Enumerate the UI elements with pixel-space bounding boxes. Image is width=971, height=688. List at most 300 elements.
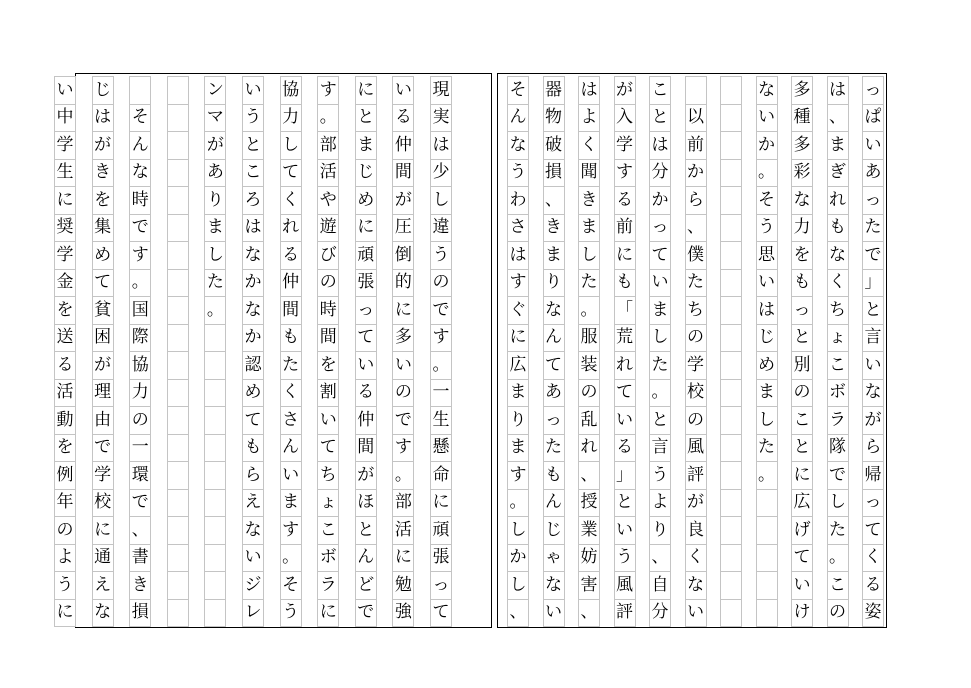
grid-cell: 。: [280, 544, 302, 573]
grid-cell: い: [614, 406, 636, 435]
grid-cell: 隊: [827, 434, 849, 463]
grid-cell: と: [355, 516, 377, 545]
grid-cell: ち: [317, 461, 339, 490]
grid-cell: を: [54, 434, 76, 463]
grid-cell: あ: [543, 379, 565, 408]
grid-cell: う: [649, 461, 671, 490]
grid-cell: 分: [649, 599, 671, 628]
grid-cell: り: [507, 406, 529, 435]
grid-cell: る: [614, 186, 636, 215]
grid-cell: [720, 159, 742, 188]
grid-cell: た: [685, 269, 707, 298]
grid-cell: 評: [685, 461, 707, 490]
grid-cell: ま: [280, 489, 302, 518]
grid-cell: は: [578, 76, 600, 105]
grid-cell: 。: [756, 159, 778, 188]
grid-cell: 、: [649, 544, 671, 573]
grid-cell: も: [827, 214, 849, 243]
grid-cell: た: [649, 351, 671, 380]
grid-cell: 頑: [430, 516, 452, 545]
grid-cell: い: [392, 76, 414, 105]
grid-cell: え: [242, 489, 264, 518]
grid-cell: 、: [543, 186, 565, 215]
grid-cell: [685, 76, 707, 105]
grid-cell: の: [685, 406, 707, 435]
grid-cell: め: [355, 186, 377, 215]
grid-cell: ま: [507, 434, 529, 463]
grid-cell: く: [685, 544, 707, 573]
grid-cell: 自: [649, 571, 671, 600]
grid-cell: が: [92, 131, 114, 160]
grid-cell: い: [614, 516, 636, 545]
grid-cell: こ: [791, 406, 813, 435]
grid-cell: い: [355, 351, 377, 380]
grid-cell: る: [614, 434, 636, 463]
grid-cell: り: [543, 269, 565, 298]
grid-cell: に: [355, 214, 377, 243]
grid-cell: 聞: [578, 159, 600, 188]
grid-cell: る: [280, 241, 302, 270]
grid-cell: 圧: [392, 214, 414, 243]
grid-cell: で: [392, 406, 414, 435]
grid-cell: も: [242, 434, 264, 463]
grid-cell: と: [649, 104, 671, 133]
grid-cell: [204, 544, 226, 573]
grid-cell: [167, 214, 189, 243]
grid-cell: っ: [862, 186, 884, 215]
grid-cell: [204, 434, 226, 463]
grid-cell: く: [862, 544, 884, 573]
grid-cell: 間: [317, 324, 339, 353]
grid-cell: [167, 434, 189, 463]
grid-cell: [167, 269, 189, 298]
grid-cell: 、: [578, 599, 600, 628]
grid-cell: 風: [685, 434, 707, 463]
grid-cell: 命: [430, 461, 452, 490]
grid-cell: 貧: [92, 296, 114, 325]
grid-cell: 前: [614, 214, 636, 243]
grid-cell: れ: [578, 434, 600, 463]
grid-cell: う: [614, 544, 636, 573]
grid-cell: し: [827, 489, 849, 518]
grid-cell: め: [242, 379, 264, 408]
grid-cell: な: [862, 379, 884, 408]
grid-cell: な: [827, 241, 849, 270]
grid-cell: 仲: [392, 131, 414, 160]
grid-cell: す: [129, 241, 151, 270]
grid-cell: い: [392, 351, 414, 380]
grid-cell: な: [543, 296, 565, 325]
grid-cell: い: [242, 544, 264, 573]
grid-cell: [720, 379, 742, 408]
grid-cell: じ: [756, 324, 778, 353]
grid-cell: ラ: [317, 571, 339, 600]
grid-cell: ジ: [242, 571, 264, 600]
grid-cell: 送: [54, 324, 76, 353]
grid-cell: に: [392, 544, 414, 573]
grid-cell: し: [507, 516, 529, 545]
grid-cell: 良: [685, 516, 707, 545]
grid-cell: 荒: [614, 324, 636, 353]
grid-cell: 部: [392, 489, 414, 518]
grid-cell: ほ: [355, 489, 377, 518]
grid-cell: そ: [756, 186, 778, 215]
grid-cell: [720, 489, 742, 518]
grid-cell: か: [685, 159, 707, 188]
grid-cell: の: [392, 379, 414, 408]
grid-cell: で: [129, 489, 151, 518]
grid-cell: い: [862, 131, 884, 160]
grid-cell: た: [578, 269, 600, 298]
grid-cell: よ: [578, 104, 600, 133]
grid-cell: じ: [543, 516, 565, 545]
grid-cell: は: [827, 76, 849, 105]
grid-cell: 。: [827, 544, 849, 573]
grid-cell: 、: [507, 599, 529, 628]
grid-cell: 損: [129, 599, 151, 628]
grid-cell: っ: [430, 571, 452, 600]
grid-cell: [720, 131, 742, 160]
grid-cell: 」: [862, 269, 884, 298]
grid-cell: ぱ: [862, 104, 884, 133]
grid-cell: 理: [92, 379, 114, 408]
grid-cell: く: [578, 131, 600, 160]
grid-cell: ょ: [317, 489, 339, 518]
grid-cell: 学: [54, 241, 76, 270]
grid-cell: 損: [543, 159, 565, 188]
grid-cell: す: [507, 461, 529, 490]
grid-cell: 学: [54, 131, 76, 160]
grid-cell: に: [430, 489, 452, 518]
grid-cell: が: [862, 406, 884, 435]
grid-cell: 言: [862, 324, 884, 353]
grid-cell: 張: [355, 269, 377, 298]
grid-cell: ま: [578, 214, 600, 243]
grid-cell: 間: [392, 159, 414, 188]
grid-cell: 力: [280, 104, 302, 133]
grid-cell: れ: [827, 186, 849, 215]
grid-cell: [720, 186, 742, 215]
grid-cell: ど: [355, 571, 377, 600]
grid-cell: [129, 76, 151, 105]
grid-cell: な: [791, 186, 813, 215]
grid-cell: 環: [129, 461, 151, 490]
grid-cell: の: [430, 269, 452, 298]
grid-cell: て: [791, 544, 813, 573]
grid-cell: 姿: [862, 599, 884, 628]
grid-cell: 彩: [791, 159, 813, 188]
grid-cell: き: [543, 214, 565, 243]
grid-cell: [167, 241, 189, 270]
grid-cell: 実: [430, 104, 452, 133]
grid-cell: す: [430, 324, 452, 353]
grid-cell: き: [578, 186, 600, 215]
grid-cell: れ: [614, 351, 636, 380]
grid-cell: こ: [827, 571, 849, 600]
grid-cell: し: [649, 324, 671, 353]
grid-cell: [167, 351, 189, 380]
grid-cell: こ: [827, 351, 849, 380]
grid-cell: [756, 571, 778, 600]
grid-cell: 勉: [392, 571, 414, 600]
grid-cell: さ: [280, 406, 302, 435]
grid-cell: を: [54, 296, 76, 325]
grid-cell: り: [204, 186, 226, 215]
grid-cell: 協: [280, 76, 302, 105]
grid-cell: く: [280, 186, 302, 215]
grid-cell: 、: [578, 461, 600, 490]
grid-cell: 間: [355, 434, 377, 463]
grid-cell: に: [54, 599, 76, 628]
grid-cell: も: [614, 269, 636, 298]
grid-cell: れ: [280, 214, 302, 243]
grid-cell: に: [92, 516, 114, 545]
grid-cell: た: [204, 269, 226, 298]
grid-cell: わ: [507, 186, 529, 215]
grid-cell: に: [507, 324, 529, 353]
grid-cell: で: [827, 461, 849, 490]
grid-cell: す: [507, 269, 529, 298]
grid-cell: [204, 406, 226, 435]
grid-cell: く: [827, 269, 849, 298]
grid-cell: 校: [685, 379, 707, 408]
grid-cell: [204, 324, 226, 353]
grid-cell: [720, 434, 742, 463]
grid-cell: も: [280, 324, 302, 353]
grid-cell: ま: [507, 379, 529, 408]
grid-cell: 評: [614, 599, 636, 628]
grid-cell: い: [649, 269, 671, 298]
grid-cell: あ: [862, 159, 884, 188]
grid-cell: 破: [543, 131, 565, 160]
grid-cell: な: [129, 159, 151, 188]
grid-cell: [167, 104, 189, 133]
grid-cell: 中: [54, 104, 76, 133]
grid-cell: と: [355, 104, 377, 133]
grid-cell: [167, 131, 189, 160]
grid-cell: ン: [204, 76, 226, 105]
grid-cell: 部: [317, 131, 339, 160]
grid-cell: っ: [649, 214, 671, 243]
grid-cell: 活: [54, 379, 76, 408]
grid-cell: も: [543, 461, 565, 490]
grid-cell: 遊: [317, 214, 339, 243]
grid-cell: 多: [791, 76, 813, 105]
grid-cell: す: [614, 159, 636, 188]
grid-cell: 活: [317, 159, 339, 188]
grid-cell: 業: [578, 516, 600, 545]
grid-cell: ろ: [242, 186, 264, 215]
grid-cell: て: [862, 516, 884, 545]
grid-cell: 前: [685, 131, 707, 160]
grid-cell: ん: [129, 131, 151, 160]
grid-cell: 。: [756, 461, 778, 490]
grid-cell: て: [280, 159, 302, 188]
grid-cell: 別: [791, 351, 813, 380]
grid-cell: 学: [92, 461, 114, 490]
grid-cell: 。: [578, 296, 600, 325]
grid-cell: こ: [317, 516, 339, 545]
grid-cell: [167, 599, 189, 628]
grid-cell: 張: [430, 544, 452, 573]
grid-cell: 力: [791, 214, 813, 243]
grid-cell: ち: [827, 296, 849, 325]
grid-cell: に: [791, 461, 813, 490]
grid-cell: な: [685, 571, 707, 600]
grid-cell: さ: [507, 214, 529, 243]
grid-cell: 学: [614, 131, 636, 160]
grid-cell: 、: [827, 104, 849, 133]
grid-cell: 際: [129, 324, 151, 353]
grid-cell: 害: [578, 571, 600, 600]
grid-cell: 多: [791, 131, 813, 160]
grid-cell: し: [280, 131, 302, 160]
grid-cell: 通: [92, 544, 114, 573]
grid-cell: じ: [92, 76, 114, 105]
grid-cell: [756, 489, 778, 518]
grid-cell: え: [92, 571, 114, 600]
grid-cell: り: [649, 516, 671, 545]
grid-cell: [204, 571, 226, 600]
grid-cell: っ: [791, 296, 813, 325]
grid-cell: [167, 379, 189, 408]
grid-cell: そ: [507, 76, 529, 105]
grid-cell: ま: [204, 214, 226, 243]
grid-cell: 帰: [862, 461, 884, 490]
grid-cell: 思: [756, 241, 778, 270]
grid-cell: な: [507, 131, 529, 160]
grid-cell: は: [756, 296, 778, 325]
grid-cell: 一: [430, 379, 452, 408]
grid-cell: ら: [862, 434, 884, 463]
grid-cell: [204, 461, 226, 490]
grid-cell: ま: [543, 241, 565, 270]
grid-cell: 分: [649, 159, 671, 188]
grid-cell: [167, 76, 189, 105]
grid-cell: を: [92, 186, 114, 215]
grid-cell: っ: [862, 489, 884, 518]
grid-cell: 動: [54, 406, 76, 435]
grid-cell: き: [129, 571, 151, 600]
grid-cell: で: [129, 214, 151, 243]
grid-cell: で: [430, 296, 452, 325]
grid-cell: 器: [543, 76, 565, 105]
grid-cell: 認: [242, 351, 264, 380]
grid-cell: マ: [204, 104, 226, 133]
grid-cell: ボ: [317, 544, 339, 573]
grid-cell: し: [756, 406, 778, 435]
grid-cell: い: [280, 461, 302, 490]
grid-cell: う: [430, 241, 452, 270]
grid-cell: と: [791, 324, 813, 353]
grid-cell: 一: [129, 434, 151, 463]
grid-cell: げ: [791, 516, 813, 545]
grid-cell: び: [317, 241, 339, 270]
grid-cell: ら: [242, 461, 264, 490]
grid-cell: ち: [685, 296, 707, 325]
grid-cell: る: [54, 351, 76, 380]
grid-cell: か: [242, 324, 264, 353]
grid-cell: け: [791, 599, 813, 628]
grid-cell: 年: [54, 489, 76, 518]
grid-cell: い: [685, 599, 707, 628]
grid-cell: ぐ: [507, 296, 529, 325]
grid-cell: ん: [543, 324, 565, 353]
grid-cell: か: [756, 131, 778, 160]
grid-cell: 生: [54, 159, 76, 188]
grid-cell: 。: [392, 461, 414, 490]
grid-cell: は: [507, 241, 529, 270]
grid-cell: 国: [129, 296, 151, 325]
grid-cell: 。: [317, 104, 339, 133]
grid-cell: の: [685, 324, 707, 353]
grid-cell: す: [392, 434, 414, 463]
grid-cell: ん: [355, 544, 377, 573]
grid-cell: は: [649, 131, 671, 160]
grid-cell: こ: [649, 76, 671, 105]
grid-cell: 。: [430, 351, 452, 380]
grid-cell: に: [355, 76, 377, 105]
grid-cell: を: [791, 241, 813, 270]
grid-cell: に: [614, 241, 636, 270]
grid-cell: し: [507, 571, 529, 600]
grid-cell: 「: [614, 296, 636, 325]
grid-cell: 懸: [430, 434, 452, 463]
grid-cell: ん: [280, 434, 302, 463]
grid-cell: る: [392, 104, 414, 133]
grid-cell: [720, 406, 742, 435]
grid-cell: で: [862, 241, 884, 270]
grid-cell: い: [242, 76, 264, 105]
grid-cell: い: [54, 76, 76, 105]
grid-cell: 現: [430, 76, 452, 105]
grid-cell: よ: [649, 489, 671, 518]
grid-cell: 種: [791, 104, 813, 133]
grid-cell: は: [92, 104, 114, 133]
grid-cell: ら: [685, 186, 707, 215]
grid-cell: ボ: [827, 379, 849, 408]
grid-cell: て: [317, 434, 339, 463]
grid-cell: っ: [862, 76, 884, 105]
grid-cell: た: [862, 214, 884, 243]
grid-cell: [720, 76, 742, 105]
grid-cell: [720, 461, 742, 490]
grid-cell: [167, 544, 189, 573]
grid-cell: [167, 571, 189, 600]
grid-cell: て: [614, 379, 636, 408]
grid-cell: 学: [685, 351, 707, 380]
grid-cell: [204, 351, 226, 380]
grid-cell: い: [791, 571, 813, 600]
grid-cell: て: [242, 406, 264, 435]
grid-cell: 言: [649, 434, 671, 463]
grid-cell: 乱: [578, 406, 600, 435]
grid-cell: ま: [756, 379, 778, 408]
grid-cell: 集: [92, 214, 114, 243]
grid-cell: る: [355, 379, 377, 408]
grid-cell: ラ: [827, 406, 849, 435]
grid-cell: 困: [92, 324, 114, 353]
grid-cell: [720, 516, 742, 545]
grid-cell: 広: [507, 351, 529, 380]
grid-cell: [720, 104, 742, 133]
grid-cell: [204, 489, 226, 518]
grid-cell: で: [355, 599, 377, 628]
grid-cell: と: [649, 406, 671, 435]
grid-cell: が: [614, 76, 636, 105]
grid-cell: て: [649, 241, 671, 270]
grid-cell: 少: [430, 159, 452, 188]
